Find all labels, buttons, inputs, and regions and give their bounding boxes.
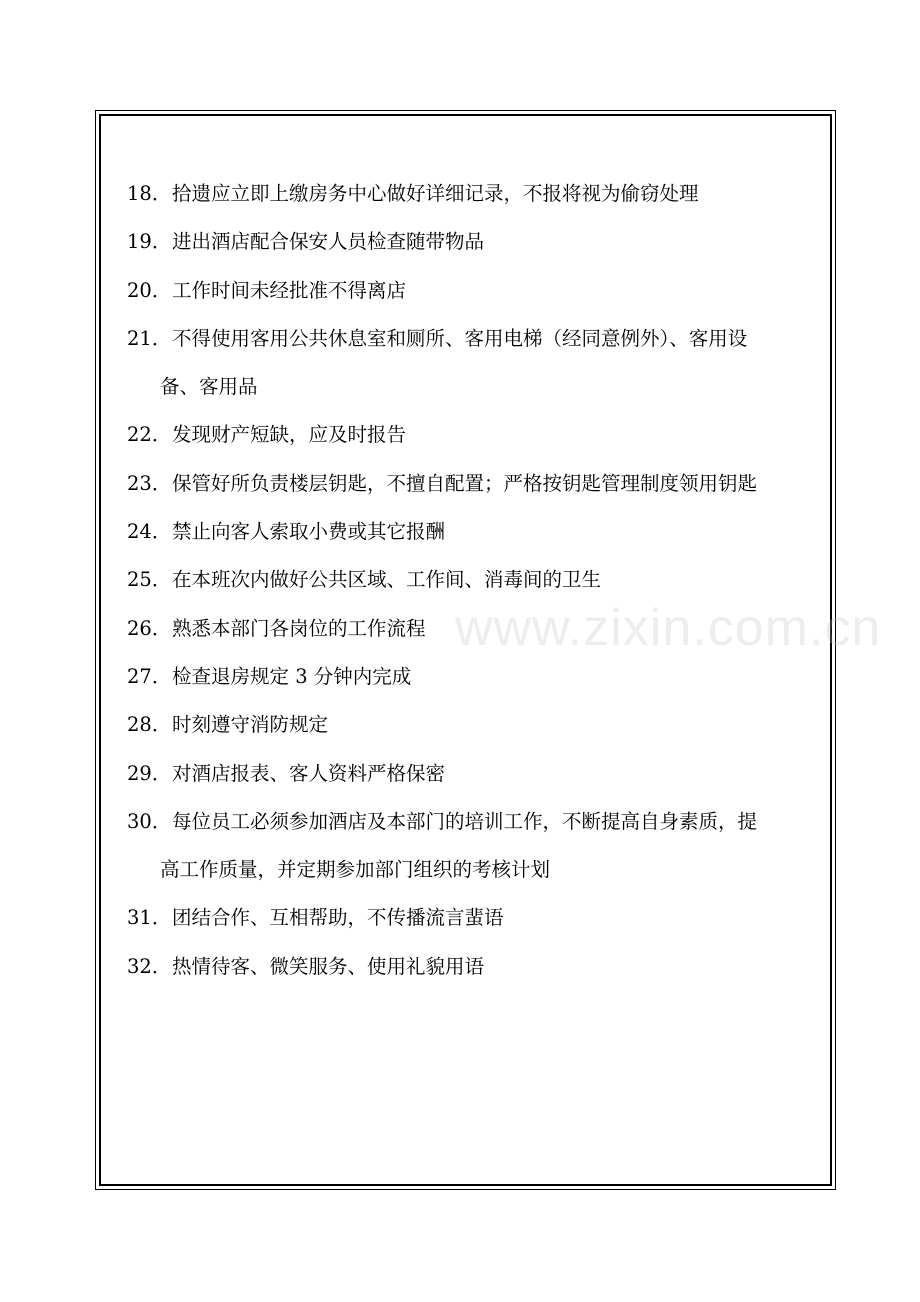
rule-text: 熟悉本部门各岗位的工作流程 [172, 616, 426, 640]
rule-text: 不得使用客用公共休息室和厕所、客用电梯（经同意例外）、客用设 [172, 326, 748, 350]
rule-number: 24． [127, 520, 172, 544]
rule-item [127, 894, 832, 942]
rule-text: 时刻遵守消防规定 [172, 713, 329, 737]
rule-item [127, 315, 832, 412]
rule-text: 检查退房规定 3 分钟内完成 [172, 664, 412, 688]
rule-item [127, 267, 832, 315]
rule-text: 在本班次内做好公共区域、工作间、消毒间的卫生 [172, 568, 602, 592]
rule-number: 21． [127, 326, 172, 350]
rule-text: 对酒店报表、客人资料严格保密 [172, 761, 446, 785]
rule-number: 32． [127, 954, 172, 978]
rule-text-continuation: 备、客用品 [160, 375, 258, 399]
rule-number: 27． [127, 664, 172, 688]
rule-text: 工作时间未经批准不得离店 [172, 278, 407, 302]
rule-text: 每位员工必须参加酒店及本部门的培训工作，不断提高自身素质，提 [172, 809, 758, 833]
rule-item [127, 943, 832, 991]
rule-text-continuation: 高工作质量，并定期参加部门组织的考核计划 [160, 858, 551, 882]
rule-item [127, 750, 832, 798]
rule-item [127, 701, 832, 749]
rule-number: 28． [127, 713, 172, 737]
rule-text: 发现财产短缺，应及时报告 [172, 423, 407, 447]
rule-item [127, 508, 832, 556]
rule-item [127, 170, 832, 218]
rule-number: 30． [127, 809, 172, 833]
rule-text: 进出酒店配合保安人员检查随带物品 [172, 230, 485, 254]
rule-text: 保管好所负责楼层钥匙，不擅自配置；严格按钥匙管理制度领用钥匙 [172, 471, 758, 495]
rule-item [127, 605, 832, 653]
rule-text: 拾遗应立即上缴房务中心做好详细记录，不报将视为偷窃处理 [172, 182, 699, 205]
rule-number: 29． [127, 761, 172, 785]
rule-number: 18． [127, 182, 172, 205]
rule-item [127, 653, 832, 701]
watermark: www.zixin.com.cn [455, 599, 882, 657]
rules-list [127, 170, 832, 991]
rule-item [127, 411, 832, 459]
rule-item [127, 460, 832, 508]
rule-text: 禁止向客人索取小费或其它报酬 [172, 520, 446, 544]
rule-number: 31． [127, 906, 172, 930]
rule-text: 团结合作、互相帮助，不传播流言蜚语 [172, 906, 504, 930]
rule-number: 23． [127, 471, 172, 495]
rule-number: 25． [127, 568, 172, 592]
rule-item [127, 556, 832, 604]
rule-item [127, 798, 832, 895]
rule-text: 热情待客、微笑服务、使用礼貌用语 [172, 954, 485, 978]
rule-number: 19． [127, 230, 172, 254]
rule-item [127, 218, 832, 266]
rule-number: 20． [127, 278, 172, 302]
rule-number: 26． [127, 616, 172, 640]
rule-number: 22． [127, 423, 172, 447]
